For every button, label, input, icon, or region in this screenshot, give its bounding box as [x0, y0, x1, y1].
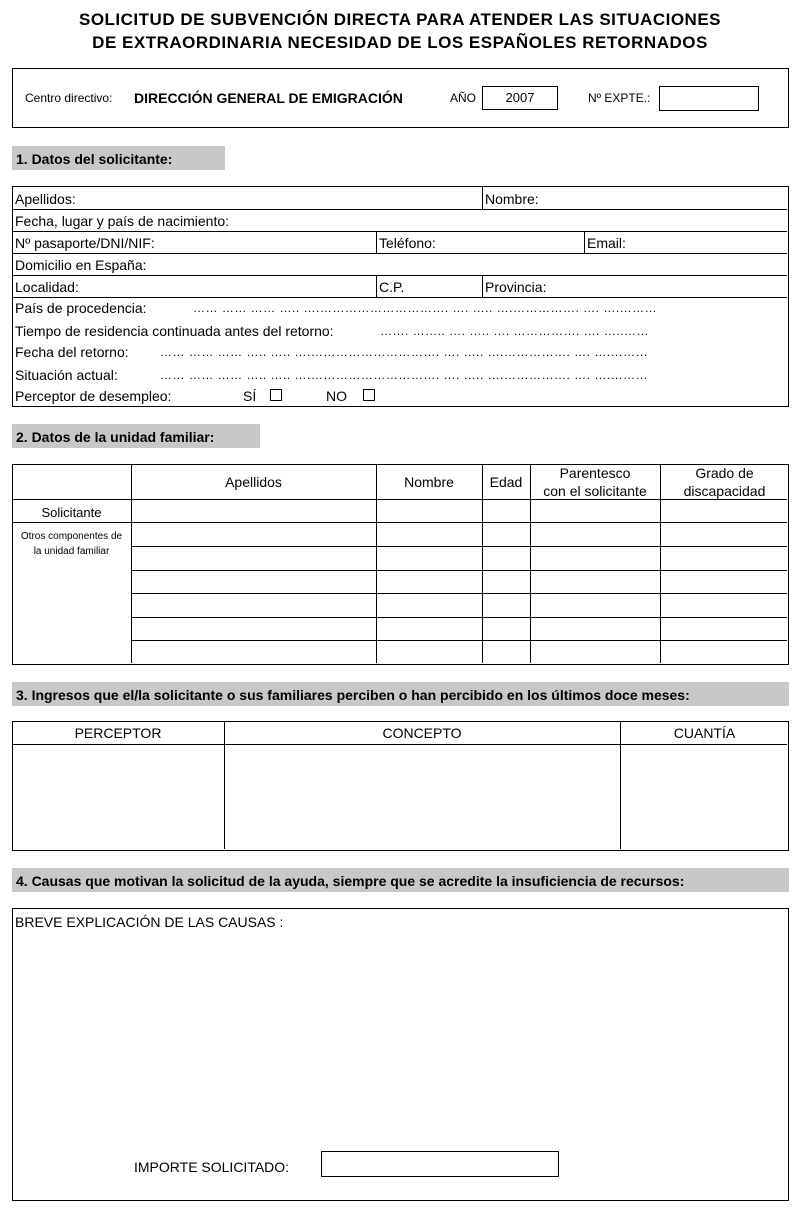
provincia-label[interactable]: Provincia:	[485, 279, 547, 295]
tiempo-dots[interactable]: ……. …….. …. ….. …. ……………. …. …..……	[380, 324, 650, 338]
row-otros-1: Otros componentes de	[20, 531, 123, 542]
section4-title: 4. Causas que motivan la solicitud de la ayuda, siempre que se acredite la insuficiencia de recursos:	[12, 868, 789, 892]
form-title-line1: SOLICITUD DE SUBVENCIÓN DIRECTA PARA ATENDER LAS SITUACIONES	[78, 10, 722, 29]
situacion-label: Situación actual:	[15, 367, 118, 383]
form-title-line2: DE EXTRAORDINARIA NECESIDAD DE LOS ESPAÑOLES RETORNADOS	[92, 33, 708, 52]
col-perceptor: PERCEPTOR	[74, 725, 162, 741]
col-cuantia: CUANTÍA	[673, 725, 736, 741]
procedencia-dots[interactable]: …… …… …… ….. ….…………………………. …. ….. ….……………. …. ….………	[193, 301, 658, 315]
col-nombre: Nombre	[404, 474, 454, 490]
localidad-label[interactable]: Localidad:	[15, 279, 79, 295]
section3-title: 3. Ingresos que el/la solicitante o sus familiares perciben o han percibido en los últimos doce meses:	[12, 682, 789, 706]
explicacion-label: BREVE EXPLICACIÓN DE LAS CAUSAS :	[15, 914, 284, 930]
nacimiento-label[interactable]: Fecha, lugar y país de nacimiento:	[15, 213, 230, 229]
pasaporte-label[interactable]: Nº pasaporte/DNI/NIF:	[15, 235, 155, 251]
row-otros-2: la unidad familiar	[33, 546, 110, 557]
col-grado-2: discapacidad	[683, 483, 766, 499]
si-label: SÍ	[243, 388, 257, 404]
expte-field[interactable]	[659, 86, 759, 111]
col-parentesco-1: Parentesco	[559, 465, 631, 481]
tiempo-label: Tiempo de residencia continuada antes del retorno:	[15, 323, 334, 339]
no-checkbox[interactable]	[363, 389, 375, 401]
apellidos-label[interactable]: Apellidos:	[15, 191, 76, 207]
importe-field[interactable]	[321, 1151, 559, 1177]
row-solicitante: Solicitante	[41, 505, 102, 520]
section2-title: 2. Datos de la unidad familiar:	[12, 424, 260, 448]
nombre-label[interactable]: Nombre:	[485, 191, 539, 207]
perceptor-label: Perceptor de desempleo:	[15, 388, 172, 404]
anio-field[interactable]: 2007	[482, 86, 558, 110]
fecha-retorno-label: Fecha del retorno:	[15, 344, 129, 360]
col-grado-1: Grado de	[695, 465, 754, 481]
centro-value: DIRECCIÓN GENERAL DE EMIGRACIÓN	[134, 90, 403, 106]
procedencia-label: País de procedencia:	[15, 300, 147, 316]
col-parentesco-2: con el solicitante	[543, 483, 647, 499]
section1-title: 1. Datos del solicitante:	[12, 146, 225, 170]
expte-label: Nº EXPTE.:	[588, 91, 651, 105]
email-label[interactable]: Email:	[587, 235, 626, 251]
col-edad: Edad	[489, 474, 523, 490]
anio-label: AÑO	[450, 91, 477, 105]
importe-label: IMPORTE SOLICITADO:	[134, 1159, 290, 1175]
centro-label: Centro directivo:	[25, 91, 113, 105]
no-label: NO	[326, 388, 347, 404]
col-concepto: CONCEPTO	[382, 725, 462, 741]
cp-label[interactable]: C.P.	[379, 279, 405, 295]
fecha-retorno-dots[interactable]: …… …… …… ….. ….. ….…………………………. …. ….. ….……………. …. ….………	[160, 345, 649, 359]
si-checkbox[interactable]	[270, 389, 282, 401]
col-apellidos: Apellidos	[225, 474, 282, 490]
telefono-label[interactable]: Teléfono:	[379, 235, 436, 251]
situacion-dots[interactable]: …… …… …… ….. ….. ….…………………………. …. ….. ….……………. …. ….………	[160, 368, 649, 382]
domicilio-label[interactable]: Domicilio en España:	[15, 257, 147, 273]
